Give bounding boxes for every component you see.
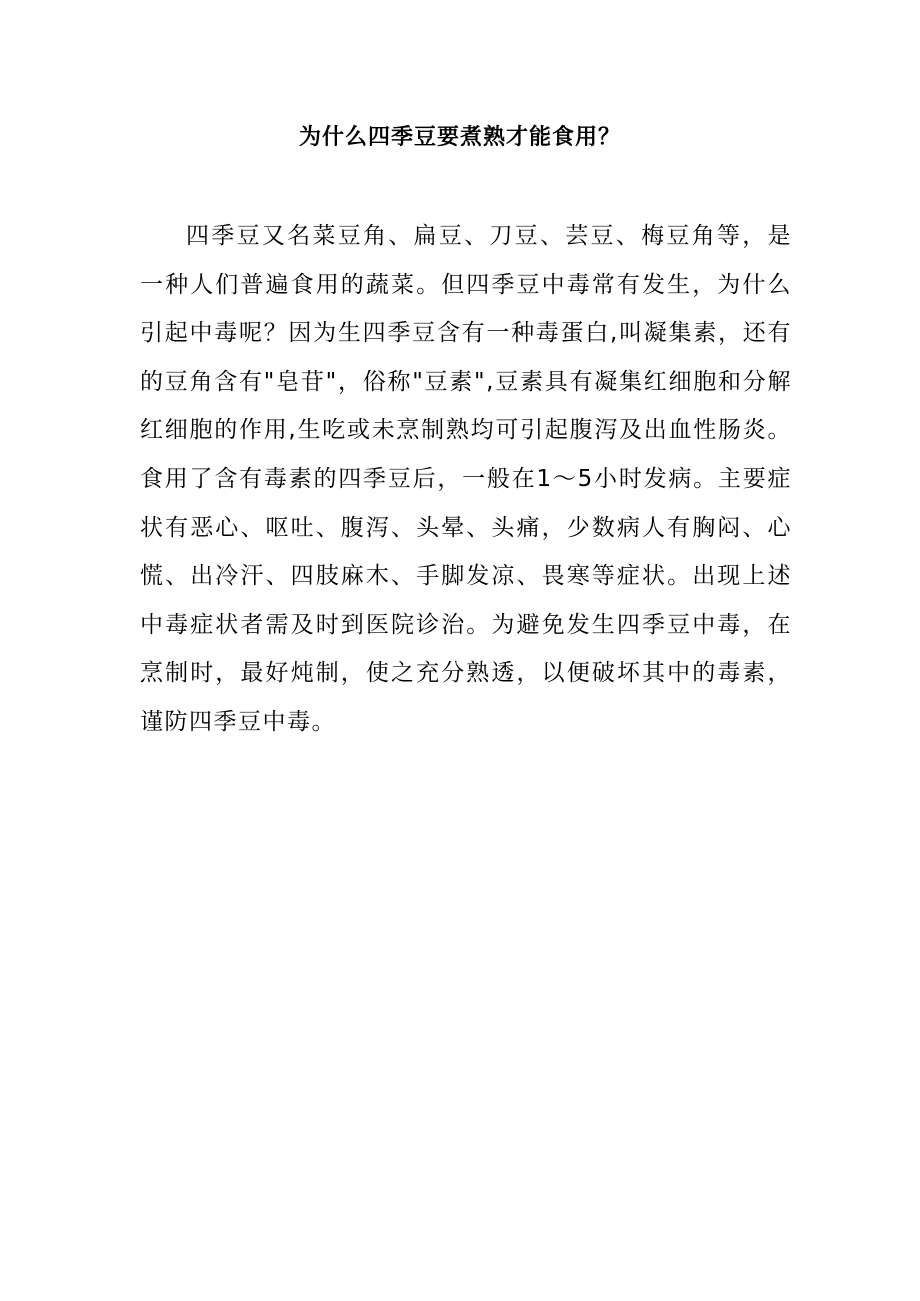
body-paragraph: 四季豆又名菜豆角、扁豆、刀豆、芸豆、梅豆角等，是一种人们普遍食用的蔬菜。但四季豆中毒常有发生，为什么引起中毒呢？因为生四季豆含有一种毒蛋白,叫凝集素，还有的豆角含有"皂苷"，俗称"豆素",豆素具有凝集红细胞和分解红细胞的作用,生吃或未烹制熟均可引起腹泻及出血性肠炎。食用了含有毒素的四季豆后，一般在1～5小时发病。主要症状有恶心、呕吐、腹泻、头晕、头痛，少数病人有胸闷、心慌、出冷汗、四肢麻木、手脚发凉、畏寒等症状。出现上述中毒症状者需及时到医院诊治。为避免发生四季豆中毒，在烹制时，最好炖制，使之充分熟透，以便破坏其中的毒素，谨防四季豆中毒。 <box>140 223 792 735</box>
document-title: 为什么四季豆要煮熟才能食用？ <box>298 125 621 150</box>
